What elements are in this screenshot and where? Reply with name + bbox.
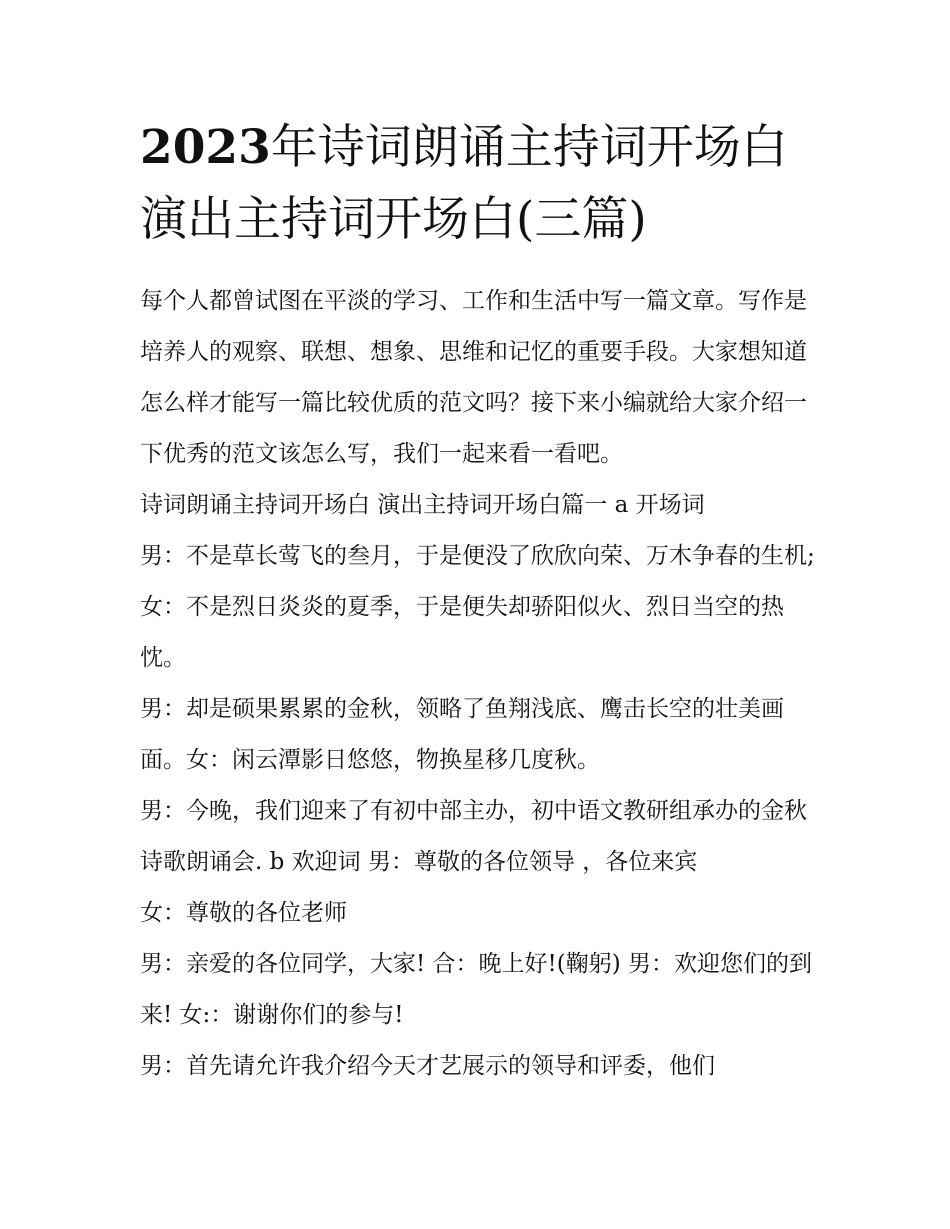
paragraph-dialogue-2: 男：却是硕果累累的金秋，领略了鱼翔浅底、鹰击长空的壮美画面。女：闲云潭影日悠悠，物换星移几度秋。 bbox=[140, 696, 784, 773]
paragraph-dialogue-3: 男：今晚，我们迎来了有初中部主办，初中语文教研组承办的金秋诗歌朗诵会. b 欢迎词 男：尊敬的各位领导 ，各位来宾 bbox=[140, 798, 807, 875]
title-line-2: 演出主持词开场白(三篇) bbox=[140, 192, 647, 247]
title-text-line-1: 年诗词朗诵主持词开场白 bbox=[270, 120, 788, 175]
paragraph-section-heading: 诗词朗诵主持词开场白 演出主持词开场白篇一 a 开场词 bbox=[140, 492, 705, 518]
document-title bbox=[140, 112, 820, 256]
title-year: 2023 bbox=[140, 120, 271, 175]
paragraph-dialogue-1: 男：不是草长莺飞的叁月，于是便没了欣欣向荣、万木争春的生机;女：不是烈日炎炎的夏季，于是便失却骄阳似火、烈日当空的热忱。 bbox=[140, 543, 815, 671]
paragraph-dialogue-5: 男：亲爱的各位同学，大家! 合：晚上好!(鞠躬) 男：欢迎您们的到来! 女:：谢谢你们的参与! bbox=[140, 951, 813, 1028]
paragraph-intro: 每个人都曾试图在平淡的学习、工作和生活中写一篇文章。写作是培养人的观察、联想、想象、思维和记忆的重要手段。大家想知道怎么样才能写一篇比较优质的范文吗？接下来小编就给大家介绍一下优秀的范文该怎么写，我们一起来看一看吧。 bbox=[140, 288, 807, 467]
document-page bbox=[140, 112, 820, 1092]
paragraph-dialogue-6: 男：首先请允许我介绍今天才艺展示的领导和评委，他们 bbox=[140, 1053, 715, 1079]
title-line-1 bbox=[140, 112, 820, 184]
paragraph-dialogue-4: 女：尊敬的各位老师 bbox=[140, 900, 347, 926]
document-body bbox=[140, 276, 820, 1092]
